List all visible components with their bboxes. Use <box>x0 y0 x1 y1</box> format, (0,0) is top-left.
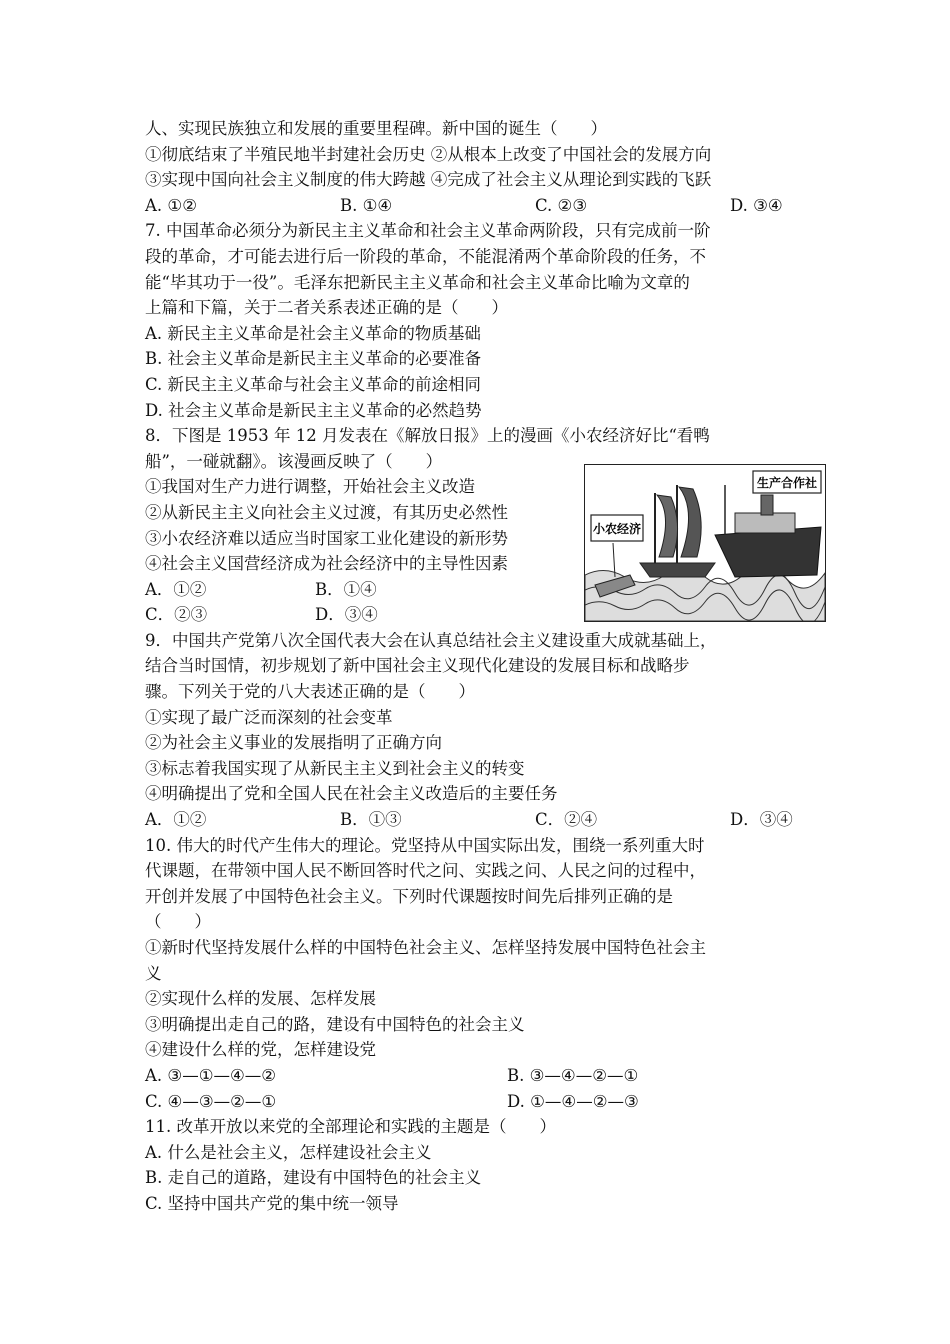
statement-4: ④社会主义国营经济成为社会经济中的主导性因素 <box>145 554 508 574</box>
text-line: （ ） <box>145 912 211 932</box>
statement-2: ②为社会主义事业的发展指明了正确方向 <box>145 733 442 753</box>
statement-4: ④明确提出了党和全国人民在社会主义改造后的主要任务 <box>145 784 558 804</box>
text-line: 开创并发展了中国特色社会主义。下列时代课题按时间先后排列正确的是 <box>145 886 673 906</box>
statement-3: ③标志着我国实现了从新民主主义到社会主义的转变 <box>145 758 525 778</box>
question-7: 7. 中国革命必须分为新民主主义革命和社会主义革命两阶段，只有完成前一阶 <box>145 221 711 241</box>
cartoon-label-left: 小农经济 <box>592 522 642 536</box>
text-line: ①彻底结束了半殖民地半封建社会历史 ②从根本上改变了中国社会的发展方向 <box>145 144 712 164</box>
option-d: D. 社会主义革命是新民主主义革命的必然趋势 <box>145 400 482 420</box>
question-11: 11. 改革开放以来党的全部理论和实践的主题是（ ） <box>145 1117 556 1137</box>
text-line: 结合当时国情，初步规划了新中国社会主义现代化建设的发展目标和战略步 <box>145 656 690 676</box>
q6-options <box>145 193 810 219</box>
q9-options <box>145 807 810 833</box>
option-c: C．②④ <box>535 810 598 830</box>
cartoon-image <box>584 464 826 622</box>
option-b: B．①④ <box>315 579 377 599</box>
option-c: C. ④—③—②—① <box>145 1091 277 1111</box>
statement-2: ②实现什么样的发展、怎样发展 <box>145 989 376 1009</box>
text-line: 段的革命，才可能去进行后一阶段的革命，不能混淆两个革命阶段的任务，不 <box>145 246 706 266</box>
option-d: D. ①—④—②—③ <box>507 1091 639 1111</box>
option-d: D．③④ <box>730 810 793 830</box>
cartoon-drawing <box>585 465 825 621</box>
statement-2: ②从新民主主义向社会主义过渡，有其历史必然性 <box>145 502 508 522</box>
statement-1: ①我国对生产力进行调整，开始社会主义改造 <box>145 477 475 497</box>
q10-options-row1 <box>145 1063 810 1089</box>
option-a: A．①② <box>145 810 207 830</box>
option-a: A. ①② <box>145 195 197 215</box>
text-line: 能“毕其功于一役”。毛泽东把新民主主义革命和社会主义革命比喻为文章的 <box>145 272 690 292</box>
option-b: B. 走自己的道路，建设有中国特色的社会主义 <box>145 1168 482 1188</box>
statement-4: ④建设什么样的党，怎样建设党 <box>145 1040 376 1060</box>
text-line: 义 <box>145 963 162 983</box>
q10-options-row2 <box>145 1089 810 1115</box>
text-line: 人、实现民族独立和发展的重要里程碑。新中国的诞生（ ） <box>145 119 607 138</box>
text-line: 上篇和下篇，关于二者关系表述正确的是（ ） <box>145 298 508 318</box>
option-a: A. ③—①—④—② <box>145 1065 277 1085</box>
option-c: C. ②③ <box>535 195 588 215</box>
statement-3: ③小农经济难以适应当时国家工业化建设的新形势 <box>145 528 508 548</box>
option-b: B. ③—④—②—① <box>507 1065 639 1085</box>
statement-3: ③明确提出走自己的路，建设有中国特色的社会主义 <box>145 1014 525 1034</box>
option-c: C．②③ <box>145 605 208 625</box>
option-b: B. 社会主义革命是新民主主义革命的必要准备 <box>145 349 482 369</box>
statement-1: ①新时代坚持发展什么样的中国特色社会主义、怎样坚持发展中国特色社会主 <box>145 938 706 957</box>
option-c: C. 新民主主义革命与社会主义革命的前途相同 <box>145 374 482 394</box>
exam-page <box>145 116 810 1217</box>
option-b: B．①③ <box>340 810 402 830</box>
cartoon-label-right: 生产合作社 <box>756 476 818 490</box>
option-d: D．③④ <box>315 605 378 625</box>
option-d: D. ③④ <box>730 195 783 215</box>
question-10: 10. 伟大的时代产生伟大的理论。党坚持从中国实际出发，围绕一系列重大时 <box>145 835 705 855</box>
option-a: A．①② <box>145 579 207 599</box>
question-8: 8．下图是 1953 年 12 月发表在《解放日报》上的漫画《小农经济好比“看鸭 <box>145 426 710 446</box>
text-line: 骤。下列关于党的八大表述正确的是（ ） <box>145 682 475 702</box>
option-c: C. 坚持中国共产党的集中统一领导 <box>145 1193 399 1213</box>
text-line: ③实现中国向社会主义制度的伟大跨越 ④完成了社会主义从理论到实践的飞跃 <box>145 170 712 190</box>
option-a: A. 什么是社会主义，怎样建设社会主义 <box>145 1142 432 1162</box>
text-line: 船”，一碰就翻》。该漫画反映了（ ） <box>145 451 443 471</box>
option-a: A. 新民主主义革命是社会主义革命的物质基础 <box>145 323 481 343</box>
option-b: B. ①④ <box>340 195 393 215</box>
text-line: 代课题，在带领中国人民不断回答时代之问、实践之问、人民之问的过程中， <box>145 861 706 881</box>
statement-1: ①实现了最广泛而深刻的社会变革 <box>145 707 393 727</box>
question-9: 9．中国共产党第八次全国代表大会在认真总结社会主义建设重大成就基础上， <box>145 630 717 650</box>
